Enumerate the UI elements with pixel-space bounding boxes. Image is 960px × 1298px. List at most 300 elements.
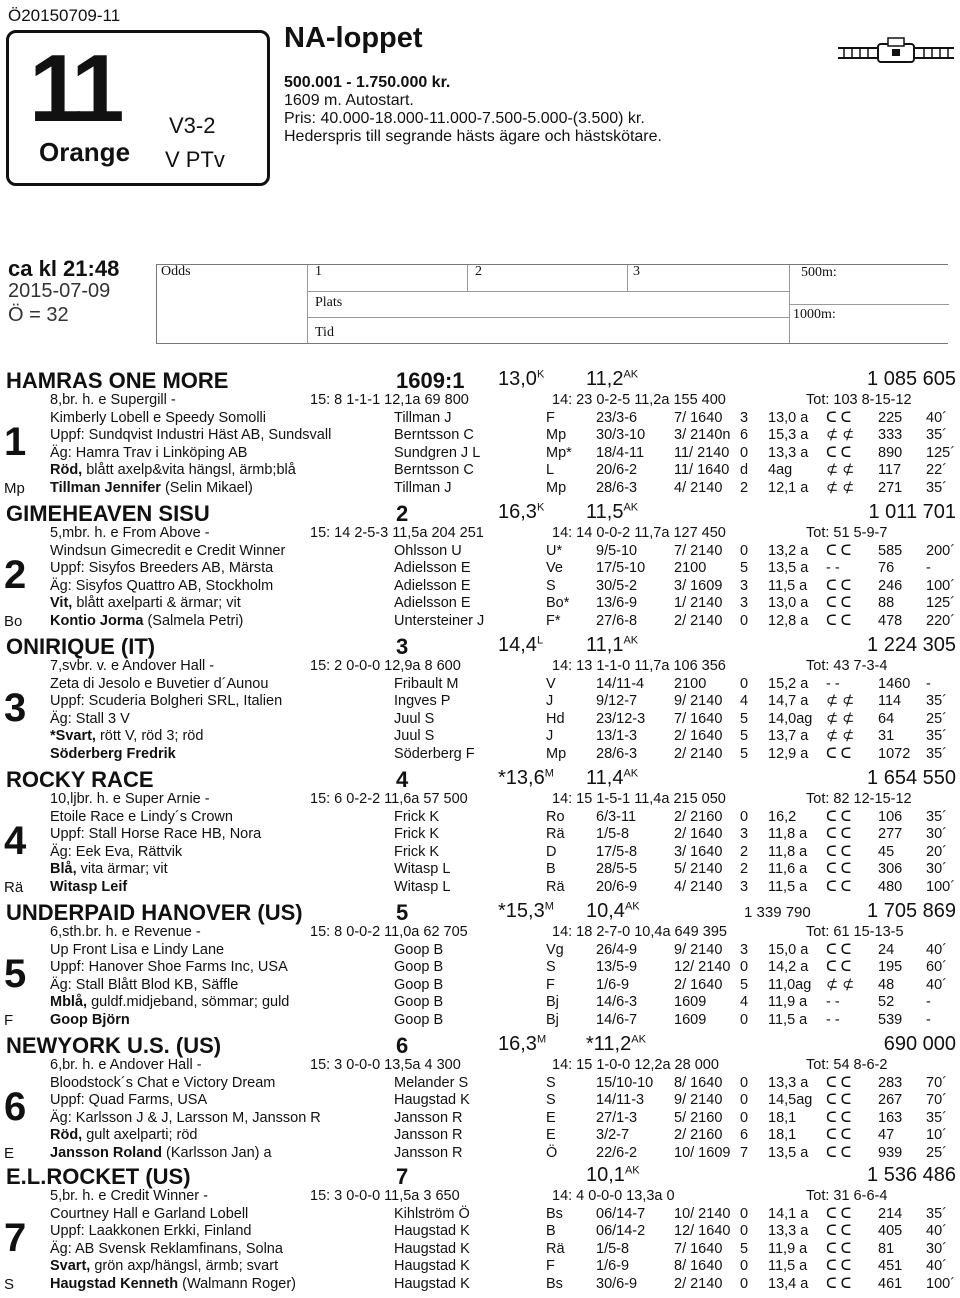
year-stats-15: 15: 2 0-0-0 12,9a 8 600 (310, 658, 461, 674)
info-bold: Röd, (50, 1127, 83, 1144)
start-cell: 11,8 a (768, 843, 808, 860)
autostart-car-icon (838, 36, 954, 64)
start-cell: 31 (878, 728, 895, 745)
start-cell: E (546, 1109, 556, 1126)
start-cell: 30/3-10 (596, 427, 646, 444)
horse-name: ROCKY RACE (6, 767, 154, 792)
start-cell: 11,5 a (768, 577, 808, 594)
record-2-type: AK (624, 1164, 640, 1177)
record-1-type: K (536, 501, 545, 514)
info-bold: Röd, (50, 462, 83, 479)
start-cell: 70´ (926, 1074, 947, 1091)
start-cell: Juul S (394, 728, 435, 745)
start-cell: ᑕ ᑕ (826, 746, 852, 762)
start-cell: 13,3 a (768, 444, 809, 461)
start-cell: F (546, 1258, 555, 1275)
info-line: Svart, grön axp/hängsl, ärmb; svart (50, 1258, 279, 1275)
record-1-type: M (544, 900, 554, 913)
total-stats: Tot: 82 12-15-12 (806, 791, 912, 807)
start-cell: 18,1 (768, 1109, 797, 1126)
start-cell: 15/10-10 (596, 1074, 654, 1091)
start-cell: 22´ (926, 462, 947, 479)
start-cell: ⊄ ⊄ (826, 480, 855, 496)
start-cell: 11,5 a (768, 1012, 808, 1028)
start-cell: 7/ 1640 (674, 1240, 723, 1257)
start-cell: 7/ 1640 (674, 710, 723, 727)
race-honor-prize: Hederspris till segrande hästs ägare och hästskötare. (284, 128, 662, 145)
total-stats: Tot: 51 5-9-7 (806, 525, 888, 541)
start-cell: ᑕ ᑕ (826, 1074, 852, 1091)
start-cell: Söderberg F (394, 746, 475, 762)
start-cell: 0 (740, 1092, 749, 1109)
start-cell: 26/4-9 (596, 941, 638, 958)
start-cell: 20/6-9 (596, 879, 638, 895)
start-cell: 88 (878, 595, 895, 612)
o-value: Ö = 32 (8, 304, 69, 326)
start-cell: 214 (878, 1205, 903, 1222)
start-cell: 7/ 2140 (674, 542, 723, 559)
start-cell: 11,5 a (768, 1258, 808, 1275)
start-cell: ᑕ ᑕ (826, 861, 852, 878)
start-cell: Haugstad K (394, 1092, 470, 1109)
start-cell: 100´ (926, 1276, 956, 1292)
start-cell: Sundgren J L (394, 444, 481, 461)
race-color: Orange (39, 137, 131, 167)
start-cell: 11/ 2140 (674, 444, 730, 461)
info-line: 6,br. h. e Andover Hall - (50, 1057, 202, 1073)
info-line: 5,mbr. h. e From Above - (50, 525, 210, 541)
start-cell: 14,5ag (768, 1092, 813, 1109)
start-cell: 11,9 a (768, 994, 808, 1011)
start-cell: 0 (740, 959, 749, 976)
start-cell: 0 (740, 1074, 749, 1091)
start-cell: 405 (878, 1223, 903, 1240)
start-cell: ⊄ ⊄ (826, 427, 855, 444)
start-cell: 12,9 a (768, 746, 809, 762)
start-cell: Rä (546, 1240, 565, 1257)
start-cell: 35´ (926, 728, 947, 745)
start-cell: 20´ (926, 843, 947, 860)
start-cell: 2/ 1640 (674, 826, 723, 843)
start-cell: S (546, 577, 556, 594)
start-cell: 0 (740, 675, 749, 692)
start-cell: ⊄ ⊄ (826, 710, 855, 727)
info-bold: Tillman Jennifer (50, 480, 161, 496)
start-cell: Jansson R (394, 1145, 463, 1161)
game-type-2: V PTv (165, 147, 225, 172)
odds-label: Odds (161, 264, 191, 279)
start-cell: ⊄ ⊄ (826, 728, 855, 745)
start-cell: B (546, 1223, 556, 1240)
start-cell: 5 (740, 710, 749, 727)
start-cell: 40´ (926, 941, 947, 958)
horse-name: NEWYORK U.S. (US) (6, 1033, 222, 1058)
start-cell: 13,3 a (768, 1223, 809, 1240)
start-cell: - - (826, 560, 840, 577)
horse-name: UNDERPAID HANOVER (US) (6, 900, 303, 925)
earnings: 1 224 305 (867, 634, 956, 656)
start-cell: 35´ (926, 1205, 947, 1222)
start-cell: ⊄ ⊄ (826, 693, 855, 710)
info-line: Tillman Jennifer (Selin Mikael) (50, 480, 253, 496)
start-cell: 14/6-3 (596, 994, 638, 1011)
start-cell: 28/6-3 (596, 746, 638, 762)
start-time: ca kl 21:48 (8, 256, 120, 281)
start-cell: 15,3 a (768, 427, 809, 444)
start-cell: 4ag (768, 462, 793, 479)
start-cell: 2/ 2160 (674, 808, 723, 825)
earnings: 1 085 605 (867, 368, 956, 390)
start-cell: 6 (740, 427, 749, 444)
record-2-type: AK (623, 501, 639, 514)
start-cell: 11,5 a (768, 879, 808, 895)
start-cell: 5/ 2160 (674, 1109, 723, 1126)
info-line: Bloodstock´s Chat e Victory Dream (50, 1074, 276, 1091)
start-cell: 3 (740, 577, 749, 594)
start-cell: 1072 (878, 746, 911, 762)
start-cell: 333 (878, 427, 903, 444)
start-cell: Goop B (394, 994, 444, 1011)
start-cell: - (926, 675, 931, 692)
info-line: Courtney Hall e Garland Lobell (50, 1205, 249, 1222)
start-cell: 2/ 2160 (674, 1127, 723, 1144)
start-cell: 28/5-5 (596, 861, 638, 878)
record-2-type: AK (624, 900, 640, 913)
info-line: Jansson Roland (Karlsson Jan) a (50, 1145, 272, 1161)
year-stats-15: 15: 8 1-1-1 12,1a 69 800 (310, 392, 469, 408)
start-cell: 0 (740, 808, 749, 825)
start-cell: 0 (740, 444, 749, 461)
info-line: 5,br. h. e Credit Winner - (50, 1188, 208, 1204)
info-line: Vit, blått axelparti & ärmar; vit (50, 595, 241, 612)
info-line: Äg: Sisyfos Quattro AB, Stockholm (50, 577, 274, 594)
total-stats: Tot: 61 15-13-5 (806, 924, 904, 940)
start-cell: 60´ (926, 959, 947, 976)
start-cell: 40´ (926, 1258, 947, 1275)
start-cell: 114 (878, 693, 902, 710)
start-cell: Adielsson E (394, 577, 471, 594)
horse-dist: 4 (396, 767, 409, 792)
record-2-type: AK (623, 767, 639, 780)
record-1-type: M (544, 767, 554, 780)
start-cell: S (546, 1092, 556, 1109)
start-cell: 1609 (674, 994, 707, 1011)
info-line: Uppf: Sisyfos Breeders AB, Märsta (50, 560, 274, 577)
plats-label: Plats (315, 295, 343, 310)
start-cell: L (546, 462, 555, 479)
info-line: Mblå, guldf.midjeband, sömmar; guld (50, 994, 290, 1011)
start-cell: 4/ 2140 (674, 879, 723, 895)
start-cell: 9/ 2140 (674, 1092, 723, 1109)
tid-label: Tid (315, 325, 334, 340)
start-cell: 4 (740, 693, 749, 710)
start-cell: 40´ (926, 976, 947, 993)
start-cell: 11,8 a (768, 826, 808, 843)
start-cell: F (546, 409, 555, 426)
start-cell: ᑕ ᑕ (826, 1276, 852, 1292)
earnings: 1 536 486 (867, 1164, 956, 1186)
start-cell: 283 (878, 1074, 903, 1091)
record-1: $*15,3^M$ (498, 900, 554, 922)
start-cell: 246 (878, 577, 903, 594)
info-line (50, 1012, 130, 1028)
horse-name: ONIRIQUE (IT) (6, 634, 156, 659)
start-cell: 3 (740, 826, 749, 843)
start-cell: ᑕ ᑕ (826, 826, 852, 843)
start-cell: 200´ (926, 542, 956, 559)
start-cell: 5 (740, 976, 749, 993)
earnings: 1 011 701 (868, 501, 956, 523)
info-bold: Kontio Jorma (50, 613, 144, 629)
start-cell: 13,2 a (768, 542, 809, 559)
earnings: 690 000 (883, 1033, 956, 1055)
record-1: $16,3^M$ (498, 1033, 547, 1055)
start-cell: Vg (546, 941, 564, 958)
start-cell: ᑕ ᑕ (826, 542, 852, 559)
info-line: Äg: Stall Blått Blod KB, Säffle (50, 976, 239, 993)
split-1000m-label: 1000m: (793, 307, 836, 322)
start-cell: Goop B (394, 959, 444, 976)
start-cell: Frick K (394, 826, 440, 843)
start-cell: 8/ 1640 (674, 1074, 723, 1091)
start-cell: 225 (878, 409, 903, 426)
info-line: Äg: Karlsson J & J, Larsson M, Jansson R (50, 1109, 321, 1126)
start-cell: ᑕ ᑕ (826, 959, 852, 976)
earnings: 1 705 869 (867, 900, 956, 922)
start-cell: 277 (878, 826, 903, 843)
start-cell: Melander S (394, 1074, 469, 1091)
start-cell: 4/ 2140 (674, 480, 723, 496)
info-line: Röd, gult axelparti; röd (50, 1127, 198, 1144)
start-cell: E (546, 1127, 556, 1144)
info-line: Haugstad Kenneth (Walmann Roger) (50, 1276, 297, 1292)
start-number: 4 (4, 819, 27, 864)
start-cell: 9/12-7 (596, 693, 638, 710)
info-line: 10,ljbr. h. e Super Arnie - (50, 791, 210, 807)
start-cell: 2 (740, 843, 749, 860)
start-cell: 23/12-3 (596, 710, 646, 727)
start-cell: Mp (546, 427, 567, 444)
start-cell: 14/6-7 (596, 1012, 638, 1028)
start-cell: Bs (546, 1276, 563, 1292)
start-cell: Mp (546, 746, 567, 762)
start-cell: 106 (878, 808, 903, 825)
start-cell: 13,0 a (768, 409, 809, 426)
start-cell: 585 (878, 542, 903, 559)
start-cell: 81 (878, 1240, 895, 1257)
start-cell: 1/ 2140 (674, 595, 723, 612)
record-2: $11,2^{AK}$ (586, 368, 639, 390)
start-cell: 17/5-8 (596, 843, 638, 860)
record-2: $10,4^{AK}$ (586, 900, 640, 922)
start-cell: Tillman J (394, 409, 452, 426)
info-line (50, 879, 127, 895)
start-cell: 9/ 2140 (674, 941, 723, 958)
start-cell: 3/ 2140n (674, 427, 731, 444)
start-cell: ᑕ ᑕ (826, 1258, 852, 1275)
info-bold: Söderberg Fredrik (50, 746, 176, 762)
info-line: Äg: AB Svensk Reklamfinans, Solna (50, 1240, 283, 1257)
start-cell: 13,5 a (768, 560, 809, 577)
start-cell: 11,0ag (768, 976, 812, 993)
start-number: 1 (4, 420, 27, 465)
year-stats-14: 14: 15 1-5-1 11,4a 215 050 (552, 791, 726, 807)
start-cell: - - (826, 994, 840, 1011)
start-cell: Bo* (546, 595, 570, 612)
start-cell: ᑕ ᑕ (826, 595, 852, 612)
start-cell: 40´ (926, 409, 947, 426)
start-cell: 125´ (926, 444, 956, 461)
start-cell: Haugstad K (394, 1223, 470, 1240)
start-cell: 1460 (878, 675, 911, 692)
start-cell: Haugstad K (394, 1276, 470, 1292)
start-cell: 13/6-9 (596, 595, 638, 612)
start-cell: Bs (546, 1205, 563, 1222)
record-2: $11,4^{AK}$ (586, 767, 639, 789)
start-cell: 27/6-8 (596, 613, 638, 629)
start-cell: 3/ 1640 (674, 843, 723, 860)
start-cell: 125´ (926, 595, 956, 612)
race-prizes: Pris: 40.000-18.000-11.000-7.500-5.000-(3.500) kr. (284, 110, 645, 127)
info-line: *Svart, rött V, röd 3; röd (50, 728, 204, 745)
start-cell: 30/5-2 (596, 577, 638, 594)
start-cell: Jansson R (394, 1109, 463, 1126)
start-cell: 35´ (926, 746, 947, 762)
split-500m-label: 500m: (801, 265, 837, 280)
start-cell: 14,7 a (768, 693, 809, 710)
start-cell: Goop B (394, 1012, 444, 1028)
year-stats-15: 15: 8 0-0-2 11,0a 62 705 (310, 924, 468, 940)
start-cell: 0 (740, 542, 749, 559)
info-bold: Haugstad Kenneth (50, 1276, 179, 1292)
start-cell: F* (546, 613, 561, 629)
start-cell: 9/5-10 (596, 542, 638, 559)
start-cell: 2/ 2140 (674, 613, 723, 629)
start-cell: 10/ 1609 (674, 1145, 731, 1161)
start-cell: D (546, 843, 557, 860)
odds-results-box (156, 264, 948, 344)
total-stats: Tot: 31 6-6-4 (806, 1188, 888, 1204)
start-cell: 5 (740, 746, 749, 762)
horse-dist: 2 (396, 501, 409, 526)
info-bold: Witasp Leif (50, 879, 128, 895)
start-cell: 12,8 a (768, 613, 809, 629)
start-cell: 35´ (926, 480, 947, 496)
horse-name: E.L.ROCKET (US) (6, 1164, 191, 1189)
record-2-type: AK (631, 1033, 646, 1046)
start-cell: 13,3 a (768, 1074, 809, 1091)
start-cell: ⊄ ⊄ (826, 462, 855, 479)
start-cell: 890 (878, 444, 903, 461)
total-stats: Tot: 103 8-15-12 (806, 392, 912, 408)
info-line: Äg: Hamra Trav i Linköping AB (50, 444, 248, 461)
start-cell: 5 (740, 560, 749, 577)
info-line: Uppf: Hanover Shoe Farms Inc, USA (50, 959, 288, 976)
start-cell: 539 (878, 1012, 903, 1028)
start-cell: 22/6-2 (596, 1145, 638, 1161)
record-2-type: AK (623, 634, 639, 647)
start-cell: Goop B (394, 941, 444, 958)
start-cell: 5 (740, 728, 749, 745)
race-date: 2015-07-09 (8, 280, 111, 302)
start-cell: Jansson R (394, 1127, 463, 1144)
start-cell: 163 (878, 1109, 903, 1126)
start-cell: 25´ (926, 1145, 947, 1161)
start-cell: 2 (740, 861, 749, 878)
start-cell: V (546, 675, 556, 692)
position-code: F (4, 1012, 14, 1029)
start-cell: Rä (546, 826, 565, 843)
start-cell: Tillman J (394, 480, 452, 496)
record-1: $13,0^K$ (498, 368, 545, 390)
start-cell: 6/3-11 (596, 808, 637, 825)
year-stats-14: 14: 13 1-1-0 11,7a 106 356 (552, 658, 726, 674)
year-stats-14: 14: 15 1-0-0 12,2a 28 000 (552, 1057, 719, 1073)
info-line: Kimberly Lobell e Speedy Somolli (50, 409, 266, 426)
info-line: Kontio Jorma (Salmela Petri) (50, 613, 244, 629)
start-cell: 64 (878, 710, 895, 727)
start-cell: 4 (740, 994, 749, 1011)
start-cell: 27/1-3 (596, 1109, 638, 1126)
start-cell: 14/11-4 (596, 675, 645, 692)
start-cell: Berntsson C (394, 462, 474, 479)
start-cell: 100´ (926, 879, 956, 895)
horse-dist: 1609:1 (396, 368, 465, 393)
start-cell: 1/6-9 (596, 976, 630, 993)
year-stats-14: 14: 14 0-0-2 11,7a 127 450 (552, 525, 726, 541)
year-stats-14: 14: 23 0-2-5 11,2a 155 400 (552, 392, 726, 408)
start-cell: 195 (878, 959, 903, 976)
start-cell: S (546, 1074, 556, 1091)
start-cell: 35´ (926, 693, 947, 710)
info-line: Uppf: Quad Farms, USA (50, 1092, 208, 1109)
start-cell: 12/ 1640 (674, 1223, 731, 1240)
horse-dist: 5 (396, 900, 409, 925)
record-1: $14,4^L$ (498, 634, 544, 656)
start-cell: 2100 (674, 560, 707, 577)
start-cell: 13,7 a (768, 728, 809, 745)
start-cell: 267 (878, 1092, 903, 1109)
place-1-label: 1 (315, 264, 322, 279)
info-line: Zeta di Jesolo e Buvetier d´Aunou (50, 675, 269, 692)
info-line: Äg: Eek Eva, Rättvik (50, 843, 183, 860)
info-line: Uppf: Sundqvist Industri Häst AB, Sundsvall (50, 427, 332, 444)
start-cell: Bj (546, 994, 559, 1011)
start-cell: 20/6-2 (596, 462, 638, 479)
start-cell: Ro (546, 808, 565, 825)
start-cell: Fribault M (394, 675, 459, 692)
start-cell: - (926, 994, 931, 1011)
start-cell: 306 (878, 861, 903, 878)
start-cell: Haugstad K (394, 1258, 470, 1275)
start-cell: ᑕ ᑕ (826, 808, 852, 825)
start-cell: 8/ 1640 (674, 1258, 723, 1275)
start-cell: 100´ (926, 577, 956, 594)
start-cell: 47 (878, 1127, 895, 1144)
start-cell: 30´ (926, 826, 947, 843)
horse-dist: 7 (396, 1164, 409, 1189)
start-cell: 10´ (926, 1127, 947, 1144)
start-cell: 7/ 1640 (674, 409, 723, 426)
start-cell: 0 (740, 1109, 749, 1126)
info-line: Blå, vita ärmar; vit (50, 861, 168, 878)
record-1: $*13,6^M$ (498, 767, 554, 789)
start-cell: 1/5-8 (596, 826, 630, 843)
start-cell: 3 (740, 595, 749, 612)
total-stats: Tot: 54 8-6-2 (806, 1057, 888, 1073)
start-cell: Frick K (394, 843, 440, 860)
info-line: 7,svbr. v. e Andover Hall - (50, 658, 215, 674)
